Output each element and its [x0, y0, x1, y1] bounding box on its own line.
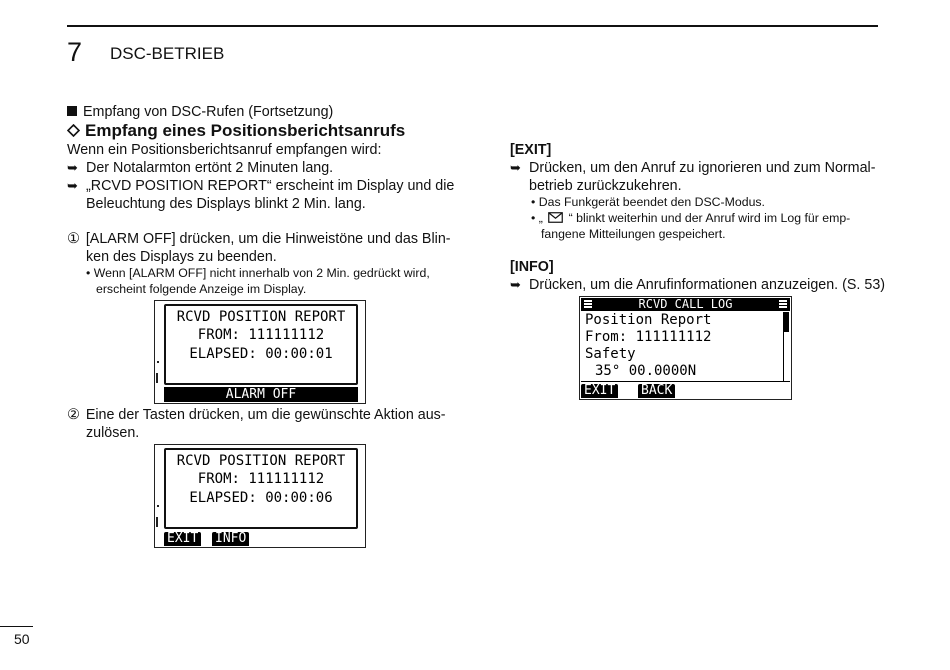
softkey-back[interactable]: BACK — [638, 384, 675, 398]
step-marker: ① — [67, 231, 80, 247]
arrow-icon: ➥ — [510, 160, 521, 175]
exit-note: • „ “ blinkt weiterhin und der Anruf wird im Log für emp- — [531, 211, 851, 225]
lcd-edge-mark — [157, 361, 159, 363]
section-label: Empfang von DSC-Rufen (Fortsetzung) — [67, 103, 333, 121]
lcd-line: ELAPSED: 00:00:06 — [189, 490, 333, 506]
step-1-note: • Wenn [ALARM OFF] nicht innerhalb von 2 Min. gedrückt wird, — [86, 266, 430, 280]
list-item: ➥ Drücken, um die Anrufinformationen anzuzeigen. (S. 53) — [510, 277, 886, 293]
step-marker: ② — [67, 407, 80, 423]
list-item: ➥ „RCVD POSITION REPORT“ erscheint im Display und die — [67, 178, 455, 194]
diamond-icon — [67, 124, 80, 137]
list-item: ➥ Der Notalarmton ertönt 2 Minuten lang. — [67, 160, 334, 176]
step-1-note-continuation: erscheint folgende Anzeige im Display. — [96, 282, 307, 296]
menu-lines-icon — [779, 300, 787, 308]
arrow-icon: ➥ — [67, 178, 78, 193]
softkey-info[interactable]: INFO — [212, 532, 249, 546]
section-heading: Empfang eines Positionsberichtsanrufs — [67, 121, 405, 141]
lcd-line: RCVD POSITION REPORT — [176, 309, 346, 325]
lcd-line: ELAPSED: 00:00:01 — [189, 346, 333, 362]
lcd-line: FROM: 111111112 — [197, 471, 325, 487]
lcd-line: FROM: 111111112 — [197, 327, 325, 343]
footer-rule — [0, 626, 33, 627]
lcd-display-call-log — [579, 296, 792, 400]
softkey-exit[interactable]: EXIT — [164, 532, 201, 546]
page-number: 50 — [14, 631, 30, 647]
exit-note-continuation: fangene Mitteilungen gespeichert. — [541, 227, 726, 241]
lcd-screen — [164, 448, 358, 529]
info-label: [INFO] — [510, 259, 554, 275]
envelope-icon — [548, 212, 563, 223]
chapter-title: DSC-BETRIEB — [110, 44, 225, 63]
exit-note: • Das Funkgerät beendet den DSC-Modus. — [531, 195, 765, 209]
intro-text: Wenn ein Positionsberichtsanruf empfangen wird: — [67, 142, 382, 158]
lcd-line: Position Report — [585, 312, 712, 328]
lcd-screen — [164, 304, 358, 385]
lcd-edge-mark — [156, 517, 158, 527]
lcd-line: Safety — [585, 346, 636, 362]
softkey-alarm-off[interactable]: ALARM OFF — [164, 387, 358, 402]
step-1: ① [ALARM OFF] drücken, um die Hinweistöne und das Blin- — [67, 231, 451, 247]
lcd-edge-mark — [156, 373, 158, 383]
chapter-number: 7 — [67, 37, 83, 67]
lcd-display-exit-info — [154, 444, 366, 548]
lcd-edge-mark — [157, 505, 159, 507]
arrow-icon: ➥ — [67, 160, 78, 175]
header-rule — [67, 25, 878, 27]
exit-label: [EXIT] — [510, 142, 552, 158]
step-1-continuation: ken des Displays zu beenden. — [86, 249, 277, 265]
softkey-exit[interactable]: EXIT — [581, 384, 618, 398]
step-2: ② Eine der Tasten drücken, um die gewünschte Aktion aus- — [67, 407, 446, 423]
scrollbar-thumb[interactable] — [784, 312, 789, 332]
lcd-line: 35° 00.0000N — [595, 363, 697, 379]
lcd-title: RCVD CALL LOG — [638, 297, 733, 311]
lcd-line: RCVD POSITION REPORT — [176, 453, 346, 469]
step-2-continuation: zulösen. — [86, 425, 140, 441]
square-bullet-icon — [67, 106, 77, 116]
arrow-icon: ➥ — [510, 277, 521, 292]
lcd-separator — [581, 381, 790, 382]
list-item-continuation: Beleuchtung des Displays blinkt 2 Min. lang. — [86, 196, 366, 212]
list-item: ➥ Drücken, um den Anruf zu ignorieren und zum Normal- — [510, 160, 876, 176]
list-item-continuation: betrieb zurückzukehren. — [529, 178, 682, 194]
lcd-display-alarm — [154, 300, 366, 404]
scrollbar[interactable] — [783, 312, 789, 382]
lcd-title-bar — [581, 298, 790, 311]
lcd-line: From: 111111112 — [585, 329, 712, 345]
